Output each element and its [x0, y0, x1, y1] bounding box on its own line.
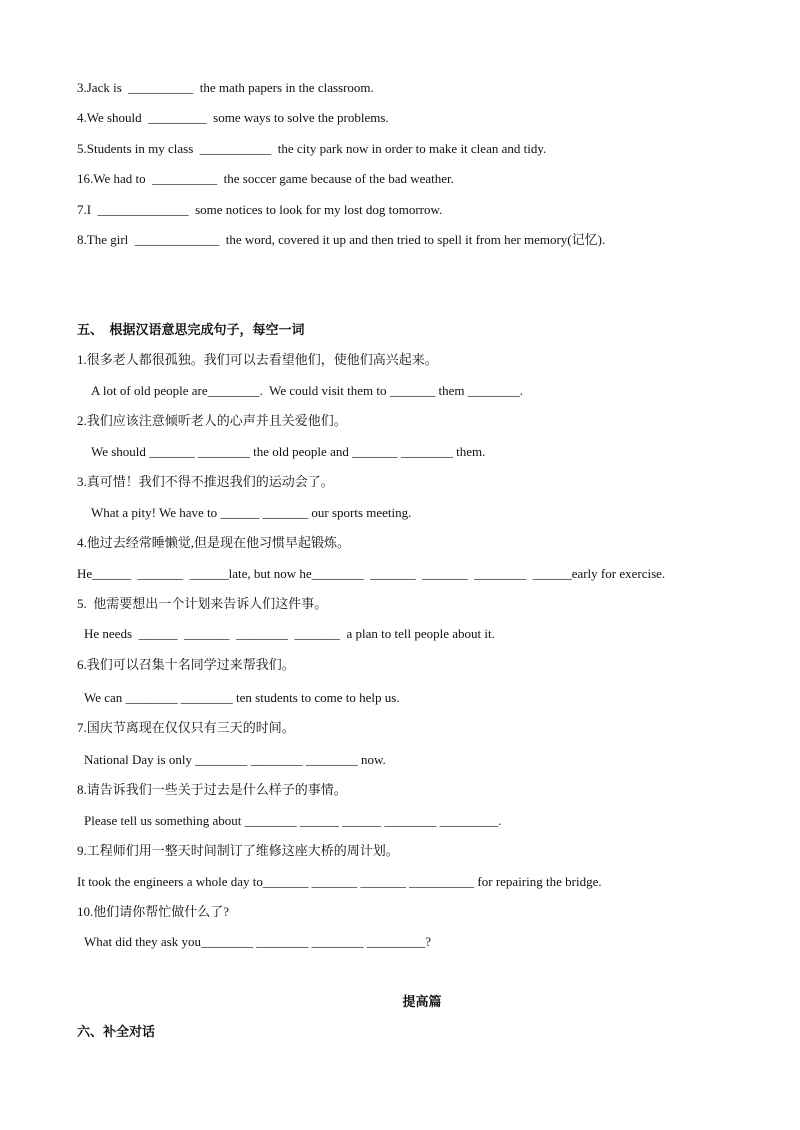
advanced-section-title: 提高篇 [402, 994, 442, 1009]
q8-chinese: 8.请告诉我们一些关于过去是什么样子的事情。 [77, 782, 347, 797]
q8-english: Please tell us something about ________ ______ ______ ________ _________. [84, 813, 502, 828]
prev-item-8: 8.The girl _____________ the word, covered it up and then tried to spell it from her memory(记忆). [77, 232, 606, 247]
prev-item-3: 3.Jack is __________ the math papers in the classroom. [77, 80, 374, 95]
prev-item-16: 16.We had to __________ the soccer game because of the bad weather. [77, 171, 454, 186]
q4-english: He______ _______ ______late, but now he________ _______ _______ ________ ______early for exercise. [77, 566, 666, 581]
q3-english: What a pity! We have to ______ _______ our sports meeting. [91, 505, 412, 520]
q3-chinese: 3.真可惜！我们不得不推迟我们的运动会了。 [77, 474, 334, 489]
q5-chinese: 5. 他需要想出一个计划来告诉人们这件事。 [77, 596, 328, 611]
q9-chinese: 9.工程师们用一整天时间制订了维修这座大桥的周计划。 [77, 843, 399, 858]
q6-chinese: 6.我们可以召集十名同学过来帮我们。 [77, 657, 295, 672]
prev-item-4: 4.We should _________ some ways to solve the problems. [77, 110, 389, 125]
q7-chinese: 7.国庆节离现在仅仅只有三天的时间。 [77, 720, 295, 735]
q10-chinese: 10.他们请你帮忙做什么了? [77, 904, 230, 919]
q4-chinese: 4.他过去经常睡懒觉,但是现在他习惯早起锻炼。 [77, 535, 351, 550]
q10-english: What did they ask you________ ________ ________ _________? [84, 934, 431, 949]
section-5-heading: 五、 根据汉语意思完成句子，每空一词 [77, 322, 305, 337]
q1-chinese: 1.很多老人都很孤独。我们可以去看望他们，使他们高兴起来。 [77, 352, 438, 367]
section-6-heading: 六、补全对话 [77, 1024, 156, 1039]
q5-english: He needs ______ _______ ________ _______ a plan to tell people about it. [84, 626, 495, 641]
prev-item-7: 7.I ______________ some notices to look for my lost dog tomorrow. [77, 202, 443, 217]
prev-item-5: 5.Students in my class ___________ the city park now in order to make it clean and tidy. [77, 141, 547, 156]
q2-chinese: 2.我们应该注意倾听老人的心声并且关爱他们。 [77, 413, 347, 428]
q1-english: A lot of old people are________. We could visit them to _______ them ________. [91, 383, 523, 398]
q6-english: We can ________ ________ ten students to come to help us. [84, 690, 400, 705]
q7-english: National Day is only ________ ________ ________ now. [84, 752, 386, 767]
q9-english: It took the engineers a whole day to_______ _______ _______ __________ for repairing the bridge. [77, 874, 602, 889]
q2-english: We should _______ ________ the old people and _______ ________ them. [91, 444, 486, 459]
